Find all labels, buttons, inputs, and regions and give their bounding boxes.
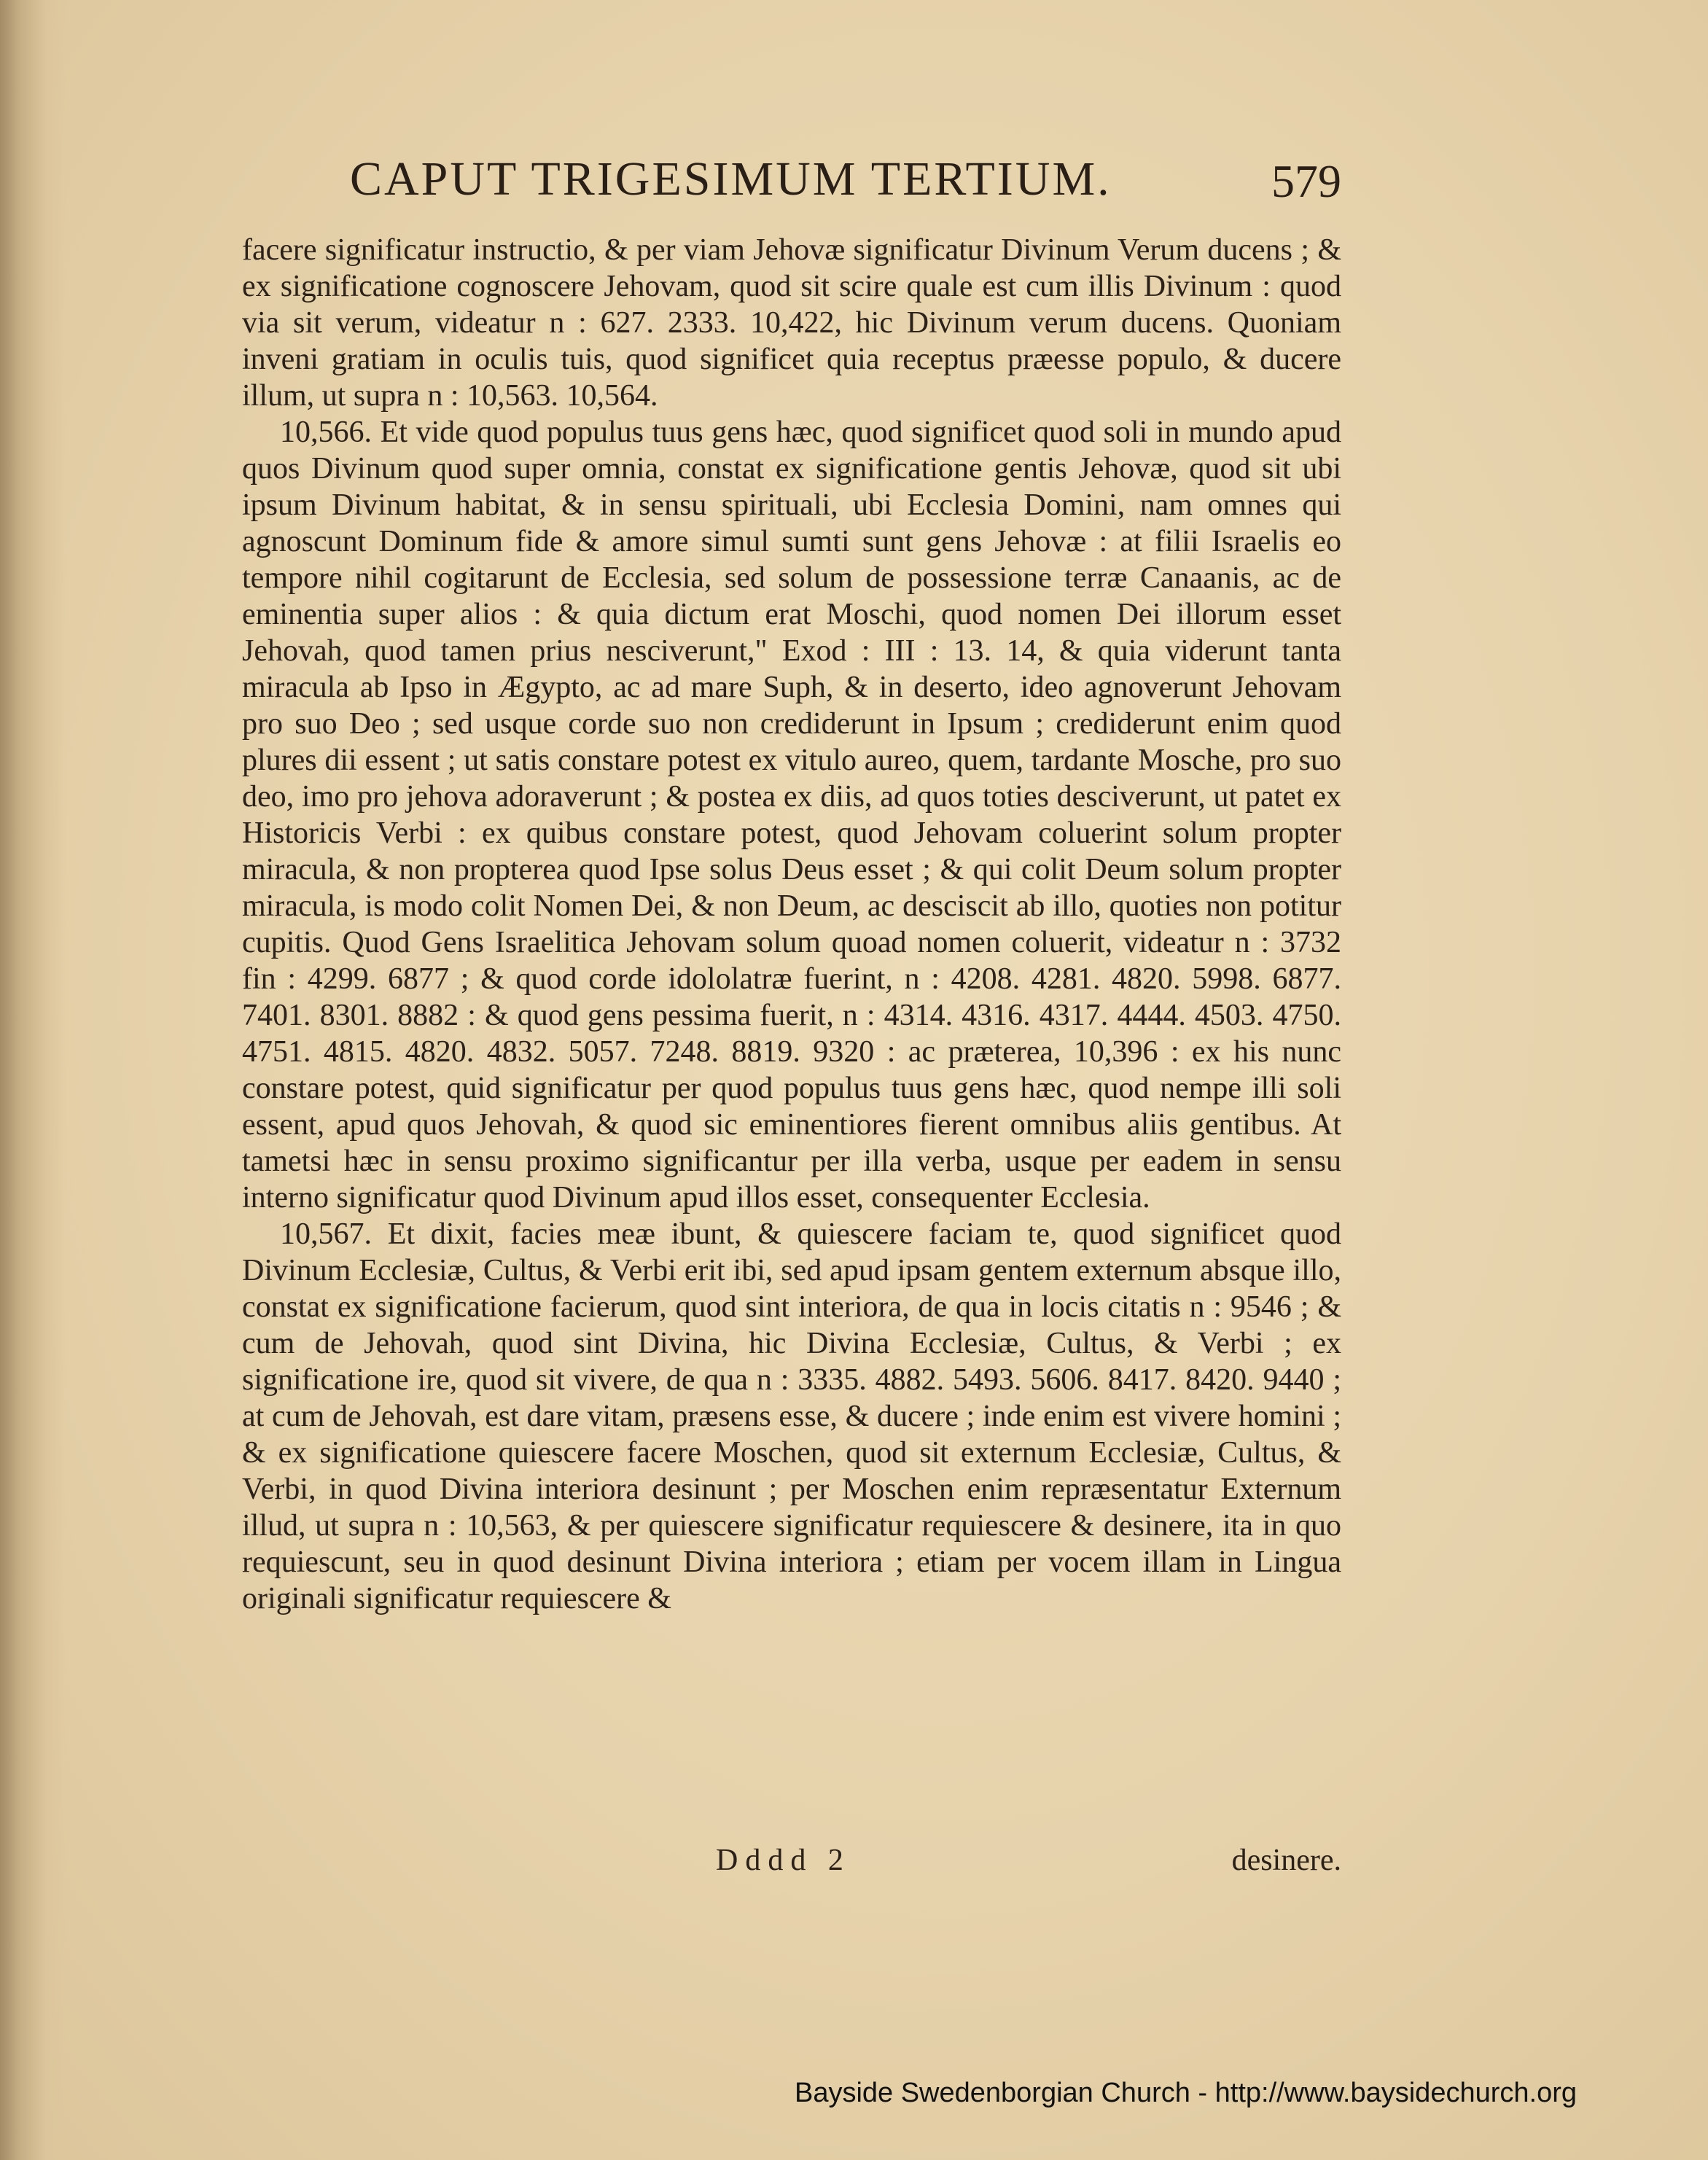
paragraph-10567: 10,567. Et dixit, facies meæ ibunt, & quiescere faciam te, quod significet quod Divinum Ecclesiæ, Cultus, & Verbi erit ibi, sed apud ipsam gentem externum absque illo, constat ex significatione facierum, quod sint interiora, de qua in locis citatis n : 9546 ; & cum de Jehovah, quod sint Divina, hic Divina Ecclesiæ, Cultus, & Verbi ; ex significatione ire, quod sit vivere, de qua n : 3335. 4882. 5493. 5606. 8417. 8420. 9440 ; at cum de Jehovah, est dare vitam, præsens esse, & ducere ; inde enim est vivere homini ; & ex significatione quiescere facere Moschen, quod sit externum Ecclesiæ, Cultus, & Verbi, in quod Divina interiora desinunt ; per Moschen enim repræsentatur Externum illud, ut supra n : 10,563, & per quiescere significatur requiescere & desinere, ita in quo requiescunt, seu in quod desinunt Divina interiora ; etiam per vocem illam in Lingua originali significatur requiescere & [242, 1217, 1341, 1615]
chapter-title: CAPUT TRIGESIMUM TERTIUM. [350, 152, 1112, 206]
source-watermark: Bayside Swedenborgian Church - http://www.baysidechurch.org [794, 2078, 1577, 2108]
paragraph-continuation: facere significatur instructio, & per viam Jehovæ significatur Divinum Verum ducens ; & ex significatione cognoscere Jehovam, quod sit scire quale est cum illis Divinum : quod via sit verum, videatur n : 627. 2333. 10,422, hic Divinum verum ducens. Quoniam inveni gratiam in oculis tuis, quod significet quia receptus præesse populo, & ducere illum, ut supra n : 10,563. 10,564. [242, 233, 1341, 413]
paragraph-10566: 10,566. Et vide quod populus tuus gens hæc, quod significet quod soli in mundo apud quos Divinum quod super omnia, constat ex significatione gentis Jehovæ, quod sit ubi ipsum Divinum habitat, & in sensu spirituali, ubi Ecclesia Domini, nam omnes qui agnoscunt Dominum fide & amore simul sumti sunt gens Jehovæ : at filii Israelis eo tempore nihil cogitarunt de Ecclesia, sed solum de possessione terræ Canaanis, ac de eminentia super alios : & quia dictum erat Moschi, quod nomen Dei illorum esset Jehovah, quod tamen prius nesciverunt," Exod : III : 13. 14, & quia viderunt tanta miracula ab Ipso in Ægypto, ac ad mare Suph, & in deserto, ideo agnoverunt Jehovam pro suo Deo ; sed usque corde suo non crediderunt in Ipsum ; crediderunt enim quod plures dii essent ; ut satis constare potest ex vitulo aureo, quem, tardante Mosche, pro suo deo, imo pro jehova adoraverunt ; & postea ex diis, ad quos toties desciverunt, ut patet ex Historicis Verbi : ex quibus constare potest, quod Jehovam coluerint solum propter miracula, & non propterea quod Ipse solus Deus esset ; & qui colit Deum solum propter miracula, is modo colit Nomen Dei, & non Deum, ac desciscit ab illo, quoties non potitur cupitis. Quod Gens Israelitica Jehovam solum quoad nomen coluerit, videatur n : 3732 fin : 4299. 6877 ; & quod corde idololatræ fuerint, n : 4208. 4281. 4820. 5998. 6877. 7401. 8301. 8882 : & quod gens pessima fuerit, n : 4314. 4316. 4317. 4444. 4503. 4750. 4751. 4815. 4820. 4832. 5057. 7248. 8819. 9320 : ac præterea, 10,396 : ex his nunc constare potest, quid significatur per quod populus tuus gens hæc, quod nempe illi soli essent, apud quos Jehovah, & quod sic eminentiores fierent omnibus aliis gentibus. At tametsi hæc in sensu proximo significantur per illa verba, usque per eadem in sensu interno significatur quod Divinum apud illos esset, consequenter Ecclesia. [242, 416, 1341, 1214]
catchword: desinere. [1231, 1844, 1341, 1877]
body-text [242, 232, 1341, 1617]
page-number: 579 [1271, 155, 1341, 207]
page-footer [242, 1843, 1341, 1887]
book-gutter-shadow [0, 0, 66, 2160]
signature-mark: Dddd 2 [716, 1844, 851, 1877]
running-header [350, 152, 1341, 217]
